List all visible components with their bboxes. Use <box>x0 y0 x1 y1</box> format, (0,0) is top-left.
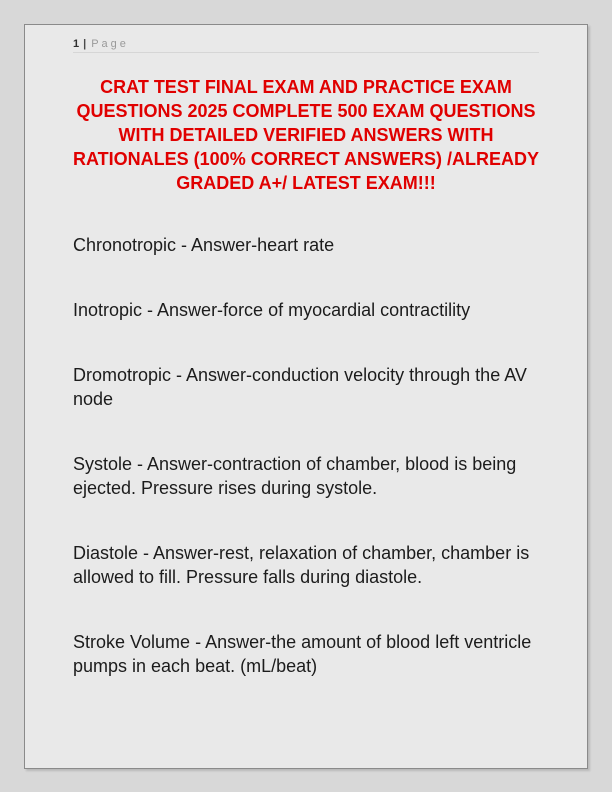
qa-item <box>73 233 539 257</box>
qa-item <box>73 630 539 678</box>
qa-line: allowed to fill. Pressure falls during diastole. <box>73 567 423 587</box>
qa-item <box>73 452 539 500</box>
qa-line: Stroke Volume - Answer-the amount of blood left ventricle <box>73 632 532 652</box>
qa-list <box>73 233 539 678</box>
qa-item <box>73 541 539 589</box>
title-line: WITH DETAILED VERIFIED ANSWERS WITH <box>118 125 494 145</box>
document-title <box>73 75 539 195</box>
document-page <box>24 24 588 769</box>
qa-line: Dromotropic - Answer-conduction velocity through the AV <box>73 365 527 385</box>
qa-line: Inotropic - Answer-force of myocardial contractility <box>73 300 471 320</box>
page-number: 1 <box>73 38 80 50</box>
title-line: QUESTIONS 2025 COMPLETE 500 EXAM QUESTIONS <box>76 101 536 121</box>
qa-line: node <box>73 389 114 409</box>
page-header <box>73 25 539 53</box>
qa-item <box>73 298 539 322</box>
qa-line: pumps in each beat. (mL/beat) <box>73 656 318 676</box>
qa-line: Diastole - Answer-rest, relaxation of chamber, chamber is <box>73 543 530 563</box>
qa-item <box>73 363 539 411</box>
qa-line: Systole - Answer-contraction of chamber, blood is being <box>73 454 517 474</box>
page-header-label: Page <box>91 38 129 50</box>
qa-line: ejected. Pressure rises during systole. <box>73 478 378 498</box>
page-header-separator: | <box>83 38 87 50</box>
title-line: CRAT TEST FINAL EXAM AND PRACTICE EXAM <box>100 77 512 97</box>
title-line: RATIONALES (100% CORRECT ANSWERS) /ALREADY <box>73 149 540 169</box>
title-line: GRADED A+/ LATEST EXAM!!! <box>176 173 436 193</box>
qa-line: Chronotropic - Answer-heart rate <box>73 235 335 255</box>
